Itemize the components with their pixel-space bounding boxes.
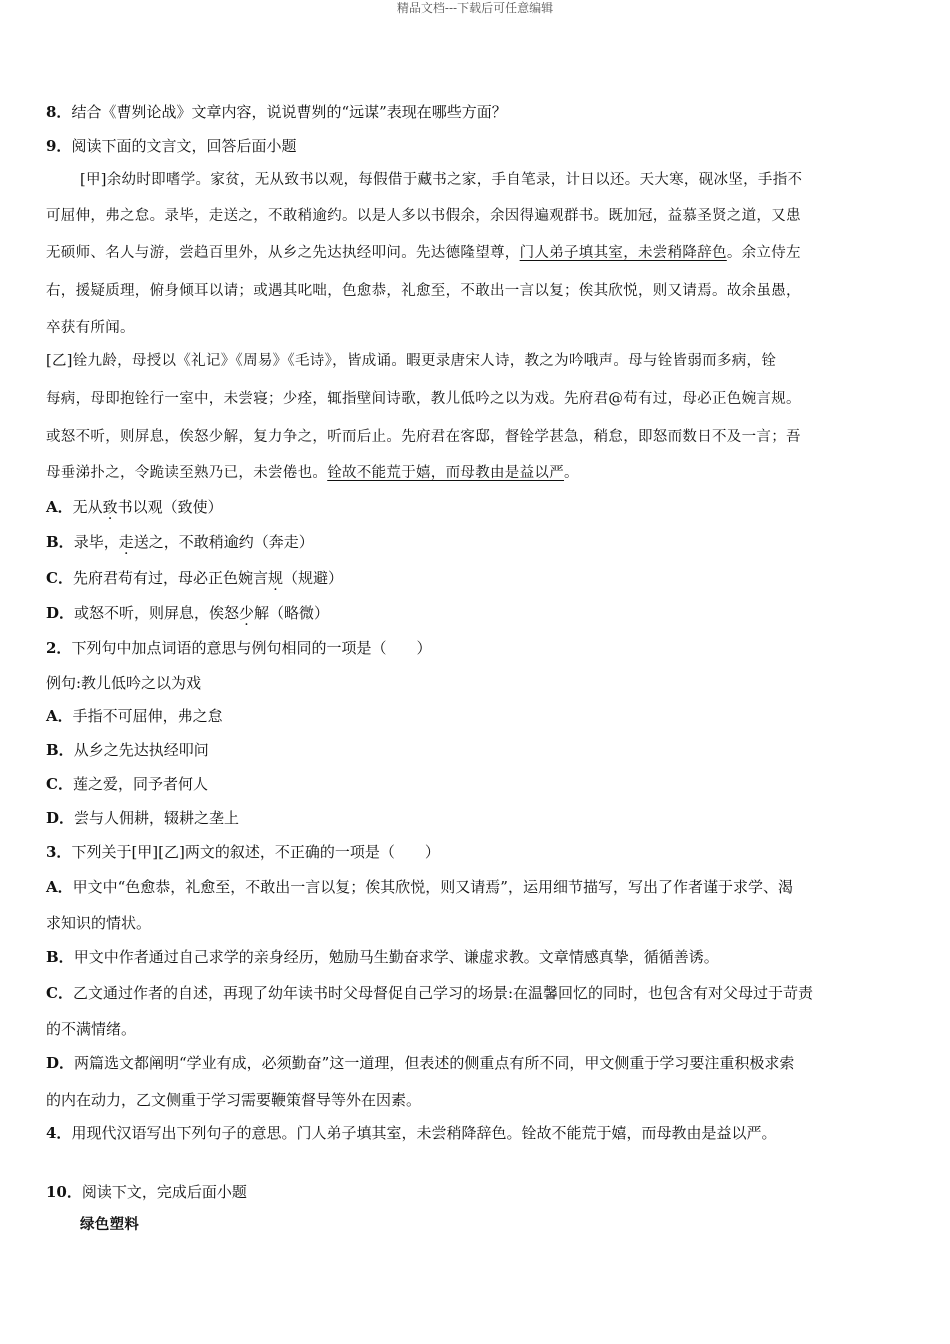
underlined-sentence: 门人弟子填其室，未尝稍降辞色 [519,245,727,261]
option-a [46,497,223,517]
option-label: A． [46,878,73,896]
option-text: 尝与人佣耕，辍耕之垄上 [74,809,240,827]
question-text: 用现代汉语写出下列句子的意思。门人弟子填其室，未尝稍降辞色。铨故不能荒于嬉，而母教由是益以严。 [71,1124,777,1142]
question-2 [46,638,431,658]
option-label: C． [46,569,73,587]
question-number: 9． [46,137,72,155]
option-d-cont: 的内在动力，乙文侧重于学习需要鞭策督导等外在因素。 [46,1091,422,1109]
passage-text: 。余立侍左 [726,245,801,261]
passage-yi-line: 每病，母即抱铨行一室中，未尝寝；少痊，辄指壁间诗歌，教儿低吟之以为戏。先府君@苟有过，母必正色婉言规。 [46,391,801,407]
option-text: （规避） [282,569,343,587]
option-label: B． [46,948,74,966]
passage-jia-line: 右，援疑质理，俯身倾耳以请；或遇其叱咄，色愈恭，礼愈至，不敢出一言以复；俟其欣悦，则又请焉。故余虽愚， [46,283,801,299]
passage-jia-line: 卒获有所闻。 [46,320,135,336]
question-number: 4． [46,1124,72,1142]
option-a [46,877,793,897]
question-10 [46,1182,247,1202]
question-3 [46,842,440,862]
example-sentence: 例句:教儿低吟之以为戏 [46,674,202,692]
option-text: 乙文通过作者的自述，再现了幼年读书时父母督促自己学习的场景:在温馨回忆的同时，也包含有对父母过于苛责 [72,984,814,1002]
option-b [46,947,719,967]
question-number: 2． [46,639,72,657]
option-a [46,706,223,726]
question-number: 3． [46,843,72,861]
option-text: 甲文中“色愈恭，礼愈至，不敢出一言以复；俟其欣悦，则又请焉”，运用细节描写，写出了作者谨于求学、渴 [72,878,793,896]
option-c-cont: 的不满情绪。 [46,1020,137,1038]
dotted-word: 走 [118,533,134,551]
option-text: 莲之爱，同予者何人 [72,775,208,793]
option-label: A． [46,707,73,725]
page-header: 精品文档---下载后可任意编辑 [396,1,554,15]
dotted-word: 少 [239,604,255,622]
option-text: 甲文中作者通过自己求学的亲身经历，勉励马生勤奋求学、谦虚求教。文章情感真挚，循循善诱。 [73,948,719,966]
question-text: 阅读下文，完成后面小题 [81,1183,247,1201]
option-c [46,774,208,794]
question-number: 8． [46,103,72,121]
option-text: 两篇选文都阐明“学业有成，必须勤奋”这一道理，但表述的侧重点有所不同，甲文侧重于学习要注重积极求索 [74,1054,795,1072]
passage-text: 无硕师、名人与游，尝趋百里外，从乡之先达执经叩问。先达德隆望尊， [46,245,520,261]
article-title: 绿色塑料 [80,1216,140,1233]
option-text: 送之，不敢稍逾约（奔走） [133,533,314,551]
passage-yi-line: [乙]铨九龄，母授以《礼记》《周易》《毛诗》，皆成诵。暇更录唐宋人诗，教之为吟哦声。母与铨皆弱而多病，铨 [46,353,777,369]
dotted-word: 规 [267,569,283,587]
question-text: 阅读下面的文言文，回答后面小题 [71,137,297,155]
option-text: 先府君苟有过，母必正色婉言 [72,569,268,587]
question-8 [46,102,507,122]
option-label: D． [46,604,75,622]
option-label: B． [46,533,74,551]
option-b [46,532,314,552]
option-b [46,740,209,760]
option-a-cont: 求知识的情状。 [46,914,152,932]
underlined-sentence: 铨故不能荒于嬉，而母教由是益以严 [327,465,565,481]
option-d [46,808,239,828]
option-label: C． [46,984,73,1002]
option-text: 手指不可屈伸，弗之怠 [72,707,223,725]
option-text: 从乡之先达执经叩问 [73,741,209,759]
option-text: 或怒不听，则屏息，俟怒 [74,604,240,622]
option-text: 解（略微） [254,604,330,622]
option-label: B． [46,741,74,759]
question-text: 下列句中加点词语的意思与例句相同的一项是（ ） [71,639,432,657]
question-9 [46,136,296,156]
option-label: A． [46,498,73,516]
option-text: 书以观（致使） [117,498,223,516]
passage-text: 。 [564,465,579,481]
question-text: 下列关于[甲][乙]两文的叙述，不正确的一项是（ ） [71,843,440,861]
question-text: 结合《曹刿论战》文章内容，说说曹刿的“远谋”表现在哪些方面？ [71,103,507,121]
option-label: D． [46,1054,75,1072]
option-c [46,983,813,1003]
option-text: 无从 [72,498,103,516]
question-4 [46,1123,776,1143]
passage-jia-line: [甲]余幼时即嗜学。家贫，无从致书以观，每假借于藏书之家，手自笔录，计日以还。天大寒，砚冰坚，手指不 [80,172,803,188]
question-number: 10． [46,1183,82,1201]
passage-yi-line: 或怒不听，则屏息，俟怒少解，复力争之，听而后止。先府君在客邸，督铨学甚急，稍怠，即怒而数日不及一言；吾 [46,429,801,445]
option-label: D． [46,809,75,827]
option-label: C． [46,775,73,793]
option-d [46,1053,794,1073]
passage-jia-line [46,243,801,263]
passage-yi-line [46,463,579,483]
option-c [46,568,343,588]
passage-text: 母垂涕扑之，令跪读至熟乃已，未尝倦也。 [46,465,328,481]
option-d [46,603,329,623]
dotted-word: 致 [102,498,118,516]
option-text: 录毕， [73,533,119,551]
passage-jia-line: 可屈伸，弗之怠。录毕，走送之，不敢稍逾约。以是人多以书假余，余因得遍观群书。既加冠，益慕圣贤之道，又患 [46,208,801,224]
